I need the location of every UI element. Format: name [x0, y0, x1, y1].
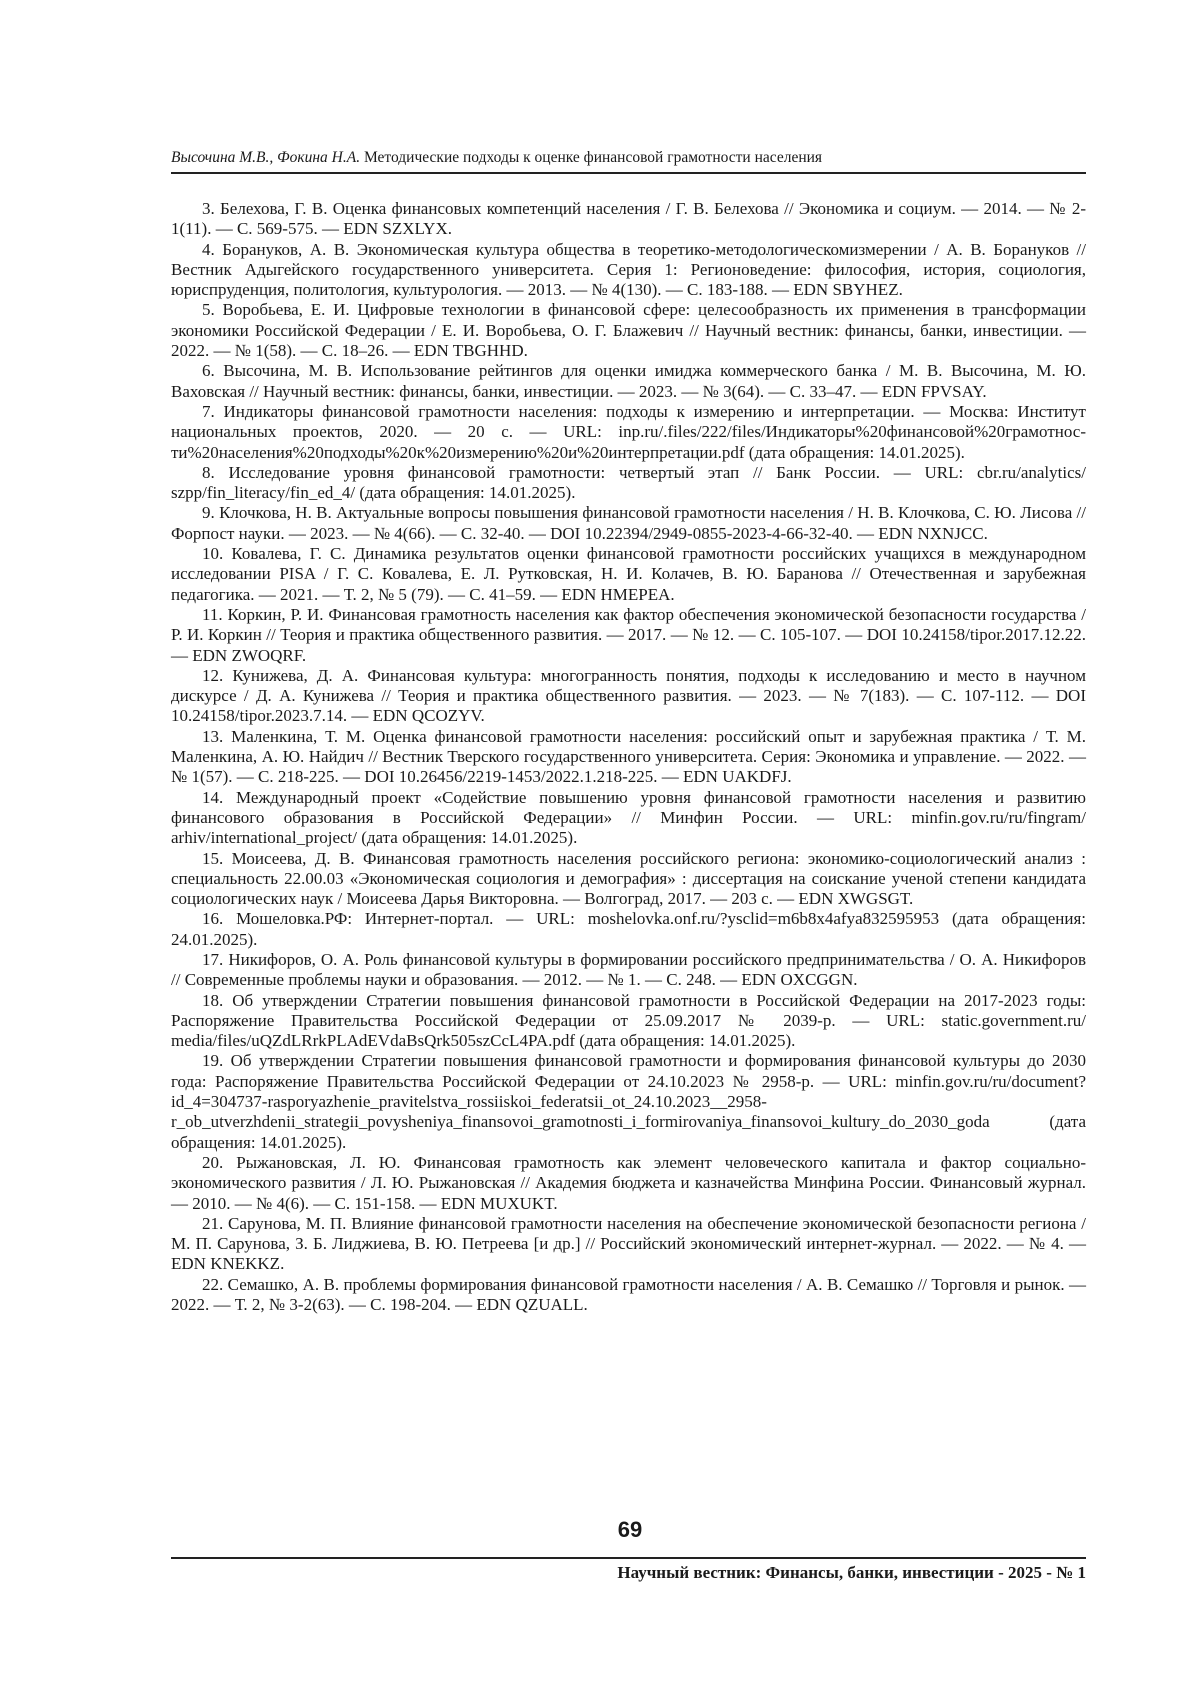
- reference-item: 18. Об утверждении Стратегии повышения финансовой грамотности в Российской Федерации на 2017-2023 годы: Распоряжение Правительства Российской Федерации от 25.09.2017 № 2039-р. — URL: static.government.ru/ media/files/uQZdLRrkPLAdEVdaBsQrk505szCcL4PA.pdf (дата обращения: 14.01.2025).: [171, 990, 1086, 1051]
- reference-item: 7. Индикаторы финансовой грамотности населения: подходы к измерению и интерпретации. — Москва: Институт национальных проектов, 2020. — 20 с. — URL: inp.ru/.files/222/files/Индикаторы%20финансовой%20грамотности%20населения%20подходы%20к%20измерению%20и%20интерпретации.pdf (дата обращения: 14.01.2025).: [171, 401, 1086, 462]
- reference-item: 21. Сарунова, М. П. Влияние финансовой грамотности населения на обеспечение экономической безопасности региона / М. П. Сарунова, З. Б. Лиджиева, В. Ю. Петреева [и др.] // Российский экономический интернет-журнал. — 2022. — № 4. — EDN KNEKKZ.: [171, 1213, 1086, 1274]
- reference-item: 11. Коркин, Р. И. Финансовая грамотность населения как фактор обеспечения экономической безопасности государства / Р. И. Коркин // Теория и практика общественного развития. — 2017. — № 12. — С. 105-107. — DOI 10.24158/tipor.2017.12.22. — EDN ZWOQRF.: [171, 604, 1086, 665]
- running-head-title: Методические подходы к оценке финансовой грамотности населения: [363, 149, 823, 166]
- reference-item: 14. Международный проект «Содействие повышению уровня финансовой грамотности населения и развитию финансового образования в Российской Федерации» // Минфин России. — URL: minfin.gov.ru/ru/fingram/ arhiv/international_project/ (дата обращения: 14.01.2025).: [171, 787, 1086, 848]
- reference-item: 17. Никифоров, О. А. Роль финансовой культуры в формировании российского предпринимательства / О. А. Никифоров // Современные проблемы науки и образования. — 2012. — № 1. — С. 248. — EDN OXCGGN.: [171, 949, 1086, 990]
- reference-item: 13. Маленкина, Т. М. Оценка финансовой грамотности населения: российский опыт и зарубежная практика / Т. М. Маленкина, А. Ю. Найдич // Вестник Тверского государственного университета. Серия: Экономика и управление. — 2022. — № 1(57). — С. 218-225. — DOI 10.26456/2219-1453/2022.1.218-225. — EDN UAKDFJ.: [171, 726, 1086, 787]
- running-head: [171, 148, 1086, 168]
- reference-item: 10. Ковалева, Г. С. Динамика результатов оценки финансовой грамотности российских учащихся в международном исследовании PISA / Г. С. Ковалева, Е. Л. Рутковская, Н. И. Колачев, В. Ю. Баранова // Отечественная и зарубежная педагогика. — 2021. — Т. 2, № 5 (79). — С. 41–59. — EDN HMEPEA.: [171, 544, 1086, 604]
- reference-item: 20. Рыжановская, Л. Ю. Финансовая грамотность как элемент человеческого капитала и фактор социально-экономического развития / Л. Ю. Рыжановская // Академия бюджета и казначейства Минфина России. Финансовый журнал. — 2010. — № 4(6). — С. 151-158. — EDN MUXUKT.: [171, 1152, 1086, 1213]
- running-head-authors: Высочина М.В., Фокина Н.А.: [171, 149, 361, 166]
- reference-item: 5. Воробьева, Е. И. Цифровые технологии в финансовой сфере: целесообразность их применения в трансформации экономики Российской Федерации / Е. И. Воробьева, О. Г. Блажевич // Научный вестник: финансы, банки, инвестиции. — 2022. — № 1(58). — С. 18–26. — EDN TBGHHD.: [171, 300, 1086, 361]
- reference-item: 15. Моисеева, Д. В. Финансовая грамотность населения российского региона: экономико-социологический анализ : специальность 22.00.03 «Экономическая социология и демография» : диссертация на соискание ученой степени кандидата социологических наук / Моисеева Дарья Викторовна. — Волгоград, 2017. — 203 с. — EDN XWGSGT.: [171, 848, 1086, 909]
- reference-item: 9. Клочкова, Н. В. Актуальные вопросы повышения финансовой грамотности населения / Н. В. Клочкова, С. Ю. Лисова // Форпост науки. — 2023. — № 4(66). — С. 32-40. — DOI 10.22394/2949-0855-2023-4-66-32-40. — EDN NXNJCC.: [171, 503, 1086, 543]
- reference-item: 12. Кунижева, Д. А. Финансовая культура: многогранность понятия, подходы к исследованию и место в научном дискурсе / Д. А. Кунижева // Теория и практика общественного развития. — 2023. — № 7(183). — С. 107-112. — DOI 10.24158/tipor.2023.7.14. — EDN QCOZYV.: [171, 665, 1086, 726]
- reference-item: 3. Белехова, Г. В. Оценка финансовых компетенций населения / Г. В. Белехова // Экономика и социум. — 2014. — № 2-1(11). — С. 569-575. — EDN SZXLYX.: [171, 199, 1086, 239]
- reference-item: 4. Борануков, А. В. Экономическая культура общества в теоретико-методологическомизмерении / А. В. Борануков // Вестник Адыгейского государственного университета. Серия 1: Регионоведение: философия, история, социология, юриспруденция, политология, культурология. — 2013. — № 4(130). — С. 183-188. — EDN SBYHEZ.: [171, 239, 1086, 300]
- page-number: 69: [617, 1517, 643, 1542]
- reference-item: 22. Семашко, А. В. проблемы формирования финансовой грамотности населения / А. В. Семашко // Торговля и рынок. — 2022. — Т. 2, № 3-2(63). — С. 198-204. — EDN QZUALL.: [171, 1274, 1086, 1315]
- header-divider: [171, 172, 1086, 174]
- reference-list: [171, 199, 1086, 1315]
- footer-divider: [171, 1557, 1086, 1559]
- reference-item: 8. Исследование уровня финансовой грамотности: четвертый этап // Банк России. — URL: cbr.ru/analytics/ szpp/fin_literacy/fin_ed_4/ (дата обращения: 14.01.2025).: [171, 462, 1086, 503]
- reference-item: 19. Об утверждении Стратегии повышения финансовой грамотности и формирования финансовой культуры до 2030 года: Распоряжение Правительства Российской Федерации от 24.10.2023 № 2958-р. — URL: minfin.gov.ru/ru/document?id_4=304737-rasporyazhenie_pravitelstva_rossiiskoi_federatsii_ot_24.10.2023__2958-r_ob_utverzhdenii_strategii_povysheniya_finansovoi_gramotnosti_i_formirovaniya_finansovoi_kultury_do_2030_goda (дата обращения: 14.01.2025).: [171, 1051, 1086, 1152]
- reference-item: 16. Мошеловка.РФ: Интернет-портал. — URL: moshelovka.onf.ru/?ysclid=m6b8x4afya832595953 (дата обращения: 24.01.2025).: [171, 909, 1086, 949]
- journal-footer: Научный вестник: Финансы, банки, инвестиции - 2025 - № 1: [617, 1563, 1086, 1582]
- reference-item: 6. Высочина, М. В. Использование рейтингов для оценки имиджа коммерческого банка / М. В. Высочина, М. Ю. Ваховская // Научный вестник: финансы, банки, инвестиции. — 2023. — № 3(64). — С. 33–47. — EDN FPVSAY.: [171, 361, 1086, 401]
